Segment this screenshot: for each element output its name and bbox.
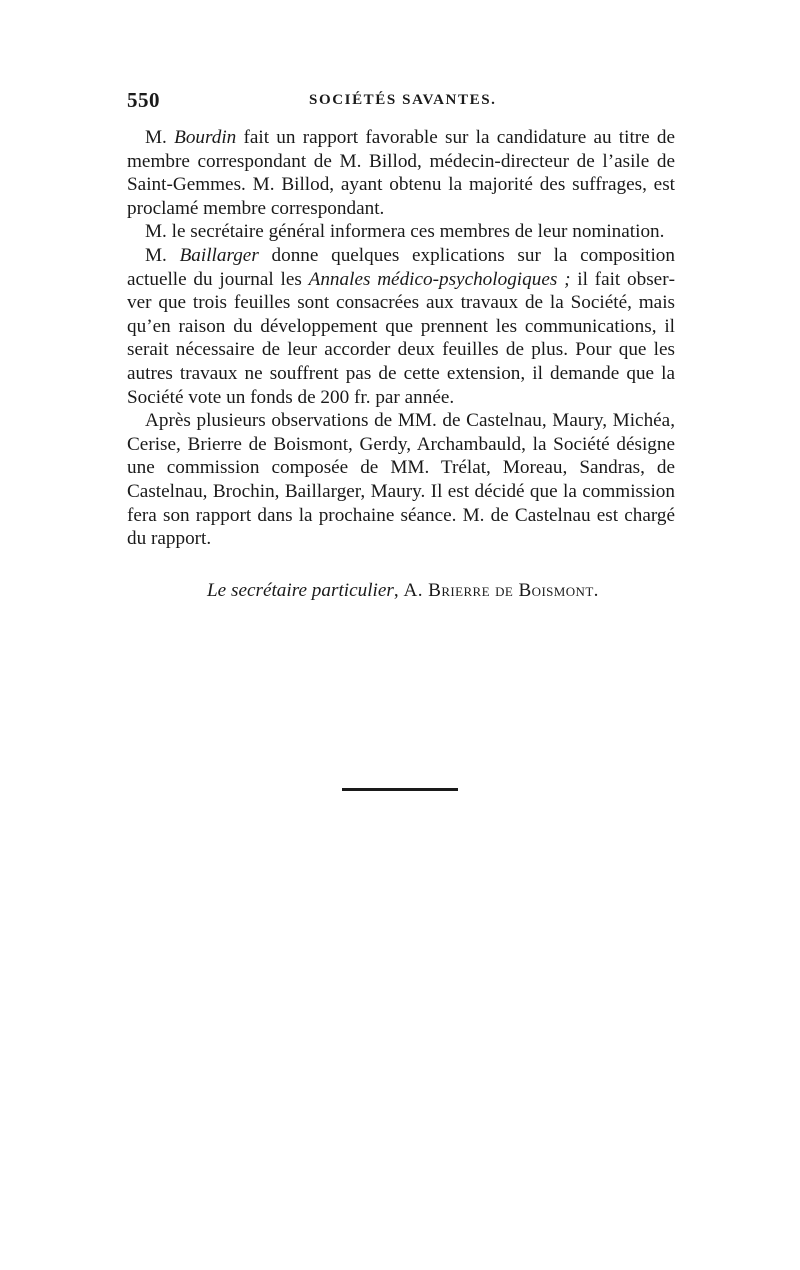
page-number: 550 [127, 88, 160, 112]
paragraph-text: M. le secrétaire général informera ces membres de leur nomination. [145, 221, 665, 243]
journal-title: Annales médico-psychologiques ; [308, 268, 571, 290]
signature-name: A. Brierre de Boismont. [403, 579, 599, 601]
paragraph-text: il fait observer que trois feuilles sont consacrées aux travaux de la Société, mais qu’en raison du développement que prennent les communications, il serait nécessaire de leur accorder deux feuilles de plus. Pour que les autres travaux ne souffrent pas de cette extension, il demande que la Société vote un fonds de 200 fr. par année. [127, 268, 675, 408]
signature-line [127, 579, 675, 603]
signature-separator: , [393, 579, 404, 601]
paragraph-commission [127, 409, 675, 551]
paragraph-text: fait un rapport favorable sur la candidature au titre de membre correspondant de M. Billod, médecin-directeur de l’asile de Saint-Gemmes. M. Billod, ayant obtenu la majorité des suffrages, est proclamé membre correspondant. [127, 127, 676, 219]
paragraph-lead: M. [145, 244, 180, 266]
paragraph-text: Après plusieurs observations de MM. de Castelnau, Maury, Michéa, Cerise, Brierre de Boismont, Gerdy, Archambauld, la Société désigne une commission composée de MM. Trélat, Moreau, Sandras, de Castelnau, Brochin, Baillarger, Maury. Il est décidé que la commission fera son rapport dans la prochaine séance. M. de Castelnau est chargé du rapport. [127, 410, 675, 550]
book-page [127, 88, 675, 603]
speaker-name: Baillarger [179, 244, 259, 266]
paragraph-secretary-notice [127, 220, 675, 244]
paragraph-lead: M. [145, 127, 175, 148]
paragraph-baillarger-journal [127, 244, 675, 409]
running-head [127, 88, 675, 118]
paragraph-bourdin-report [127, 126, 675, 220]
end-rule-divider [342, 788, 458, 791]
paragraph-text: donne quelques explications sur la composition actuelle du journal les [127, 244, 675, 290]
body-text [127, 126, 675, 551]
speaker-name: Bourdin [174, 127, 237, 148]
running-title: SOCIÉTÉS SAVANTES. [309, 92, 497, 108]
signature-role: Le secrétaire particulier [207, 579, 394, 601]
